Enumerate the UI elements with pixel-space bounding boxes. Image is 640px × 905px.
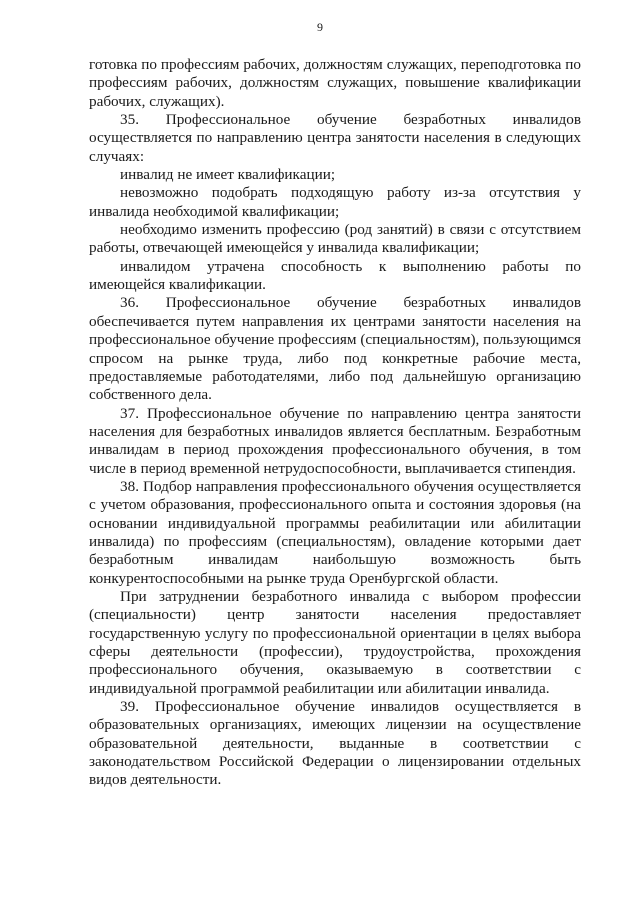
list-item-no-qualification: инвалид не имеет квалификации; (120, 166, 336, 184)
list-item-lost-ability: инвалидом утрачена способность к выполнению работы по имеющейся квалификации. (89, 257, 581, 294)
page-number: 9 (317, 20, 323, 34)
list-item-no-suitable-work: невозможно подобрать подходящую работу из-за отсутствия у инвалида необходимой квалификации; (89, 184, 581, 220)
paragraph-38: 38. Подбор направления профессионального обучения осуществляется с учетом образования, профессионального опыта и состояния здоровья (на основании индивидуальной программы реабилитации или абилитации инвалида) по профессиям (специальностям), овладение которыми дает безработным инвалидам наибольшую возможность быть конкурентоспособными на рынке труда Оренбургской области. (89, 477, 581, 587)
paragraph-36: 36. Профессиональное обучение безработных инвалидов обеспечивается путем направления их центрами занятости населения на профессиональное обучение профессиям (специальностям), пользующимся спросом на рынке труда, либо под конкретные рабочие места, предоставляемые работодателями, либо под дальнейшую организацию собственного дела. (89, 294, 581, 404)
paragraph-continuation: готовка по профессиям рабочих, должностям служащих, переподготовка по профессиям рабочих, должностям служащих, повышение квалификации рабочих, служащих). (89, 56, 581, 110)
paragraph-39: 39. Профессиональное обучение инвалидов осуществляется в образовательных организациях, имеющих лицензии на осуществление образовательной деятельности, выданные в соответствии с законодательством Российской Федерации о лицензировании отдельных видов деятельности. (89, 698, 581, 789)
list-item-change-profession: необходимо изменить профессию (род занятий) в связи с отсутствием работы, отвечающей имеющейся у инвалида квалификации; (89, 221, 581, 257)
document-body (89, 56, 581, 790)
paragraph-career-guidance: При затруднении безработного инвалида с выбором профессии (специальности) центр занятости населения предоставляет государственную услугу по профессиональной ориентации в целях выбора сферы деятельности (профессии), трудоустройства, прохождения профессионального обучения, оказываемую в соответствии с индивидуальной программой реабилитации или абилитации инвалида. (89, 587, 581, 697)
paragraph-37: 37. Профессиональное обучение по направлению центра занятости населения для безработных инвалидов является бесплатным. Безработным инвалидам в период прохождения профессионального обучения, в том числе в период временной нетрудоспособности, выплачивается стипендия. (89, 404, 581, 477)
paragraph-35: 35. Профессиональное обучение безработных инвалидов осуществляется по направлению центра занятости населения в следующих случаях: (89, 111, 581, 165)
